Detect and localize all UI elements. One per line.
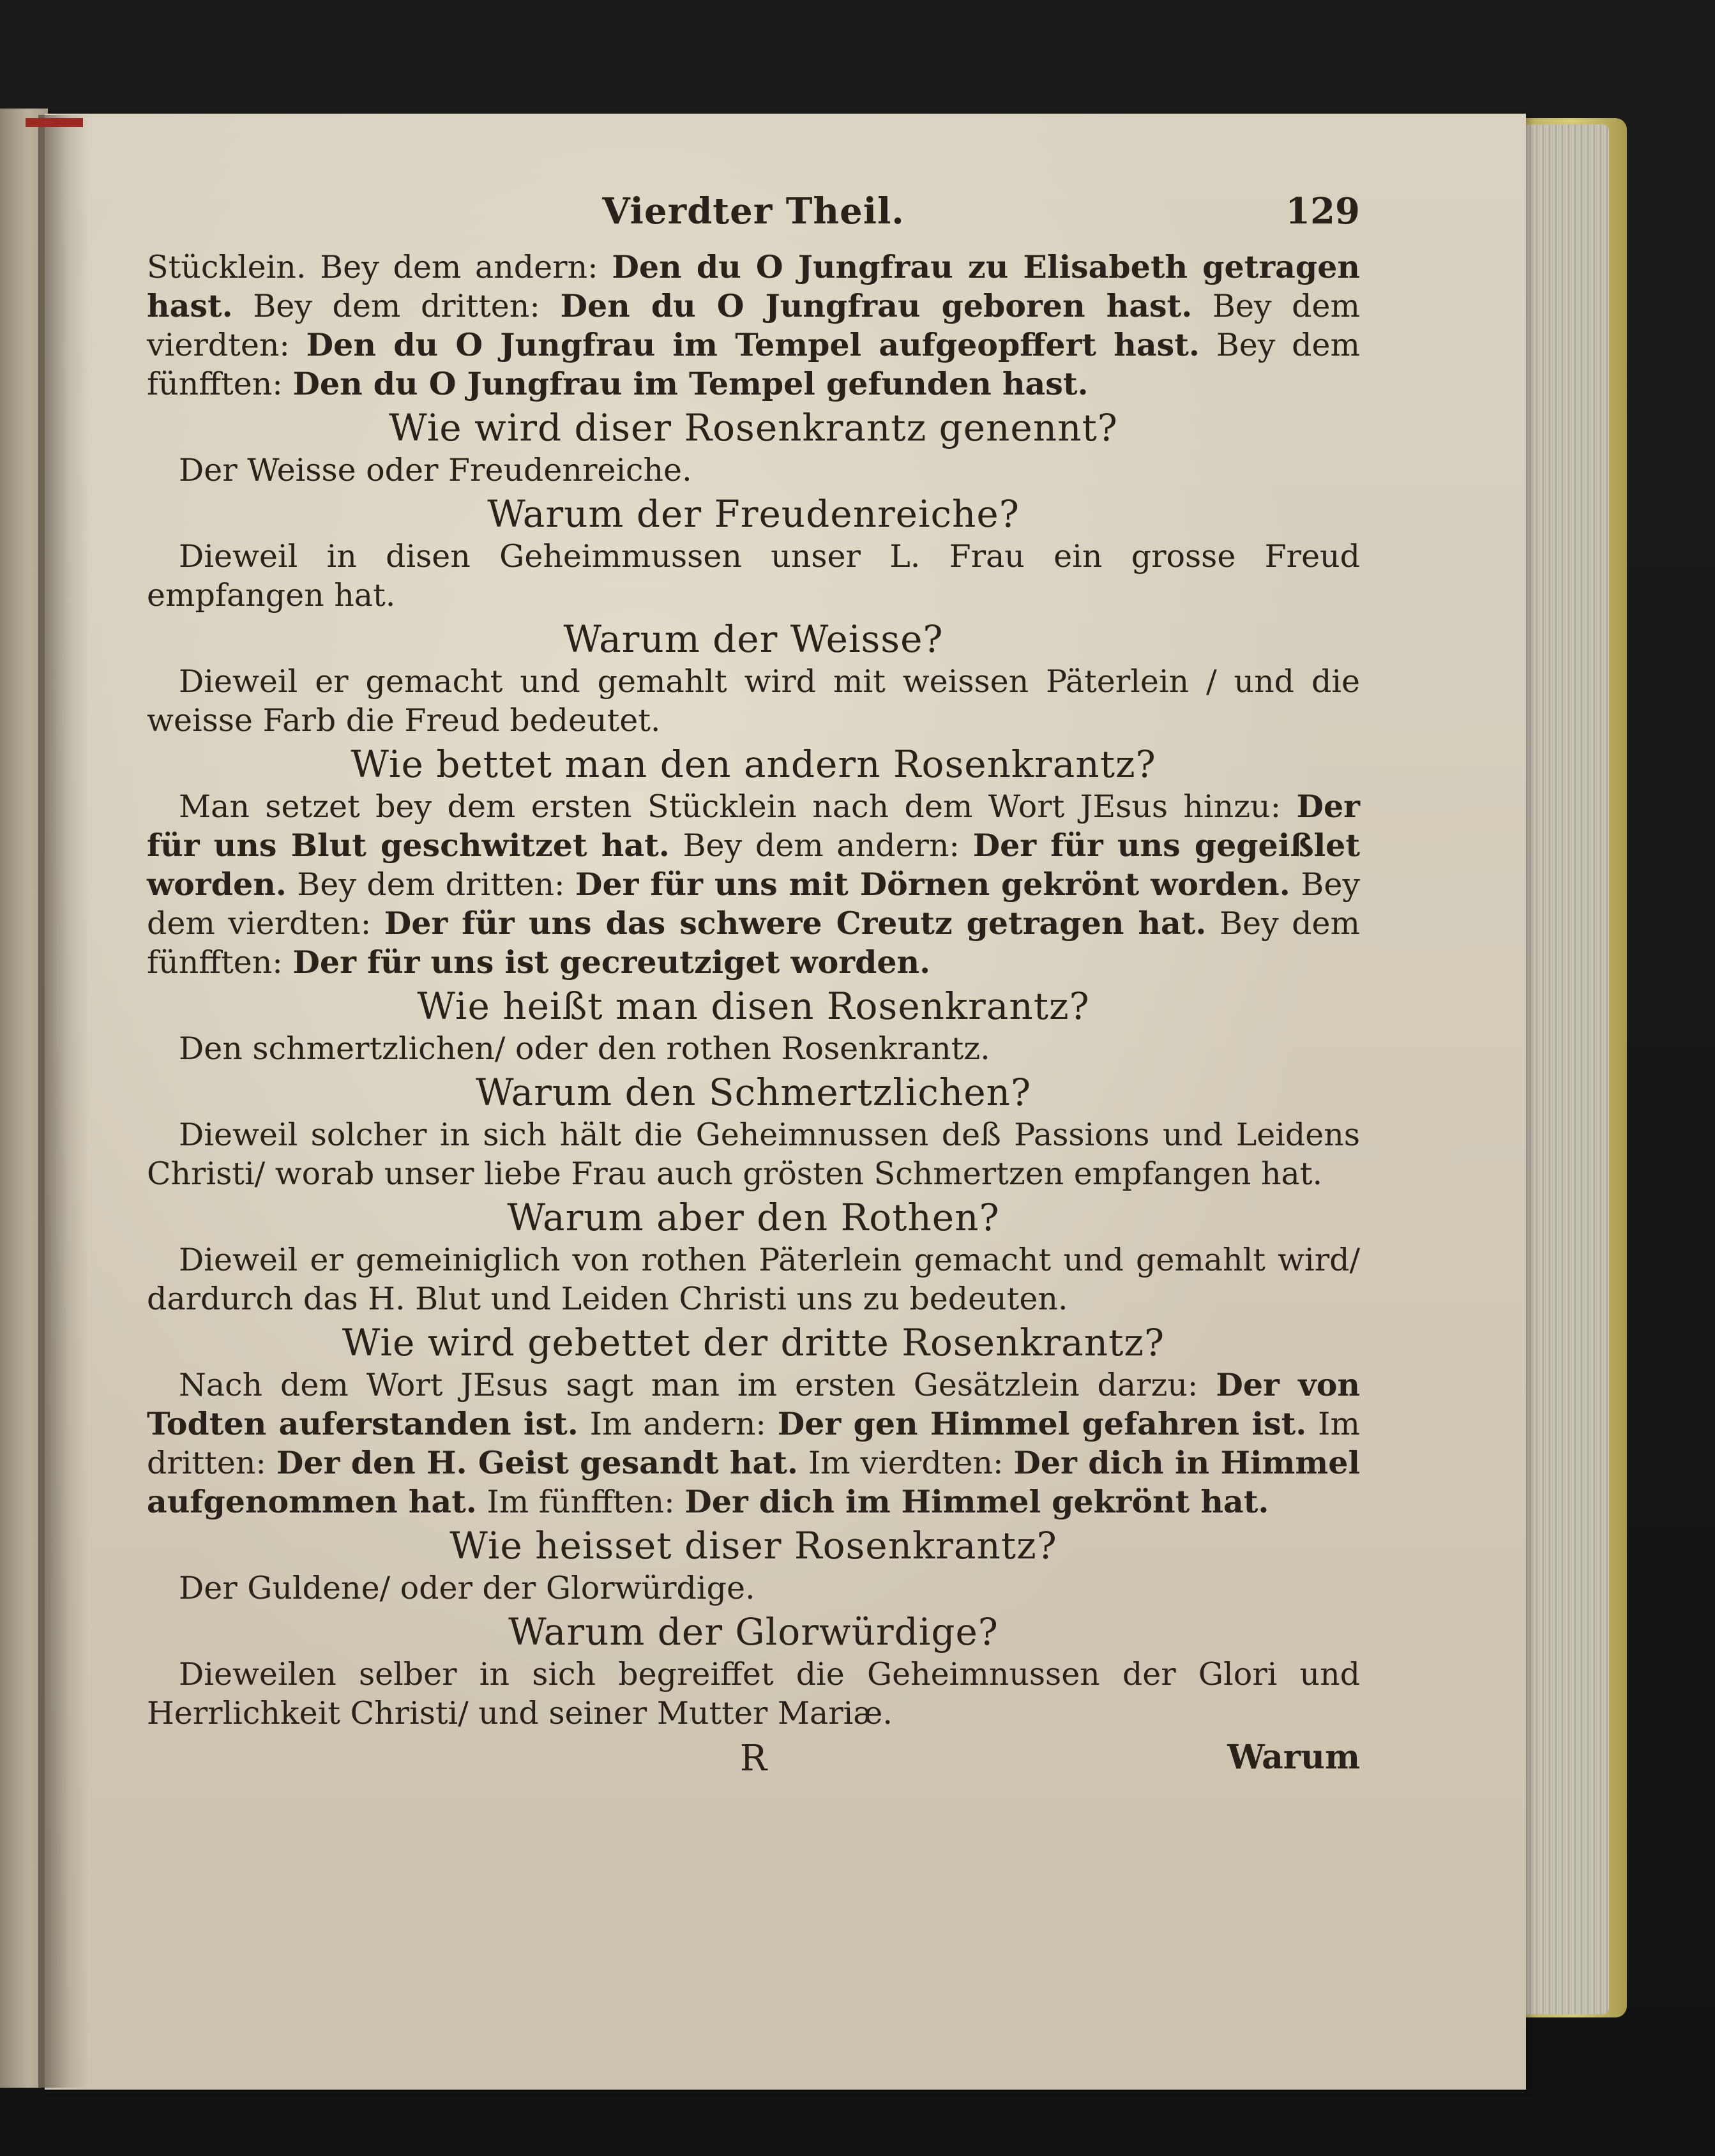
answer-paragraph bbox=[147, 1569, 1360, 1608]
prayer-formula: Der für uns Blut geschwitzet hat. bbox=[147, 788, 1360, 864]
text-run: Bey dem fünfften: bbox=[147, 327, 1360, 402]
page-footer bbox=[147, 1738, 1360, 1783]
text-run: Dieweil er gemeiniglich von rothen Päterlein gemacht und gemahlt wird/ dardurch das H. Blut und Leiden Christi uns zu bedeuten. bbox=[147, 1242, 1360, 1317]
text-run: Im andern: bbox=[578, 1406, 778, 1442]
text-run: Dieweil solcher in sich hält die Geheimnussen deß Passions und Leidens Christi/ worab unser liebe Frau auch grösten Schmertzen empfangen hat. bbox=[147, 1117, 1360, 1192]
answer-paragraph bbox=[147, 1655, 1360, 1733]
spine-shadow bbox=[38, 115, 89, 2088]
prayer-formula: Der von Todten auferstanden ist. bbox=[147, 1366, 1361, 1442]
text-run: Bey dem vierdten: bbox=[147, 288, 1361, 363]
question-heading: Wie wird diser Rosenkrantz genennt? bbox=[389, 406, 1118, 449]
text-run: Der Weisse oder Freudenreiche. bbox=[179, 452, 692, 488]
page-stack-edges bbox=[1513, 124, 1609, 2014]
prayer-formula: Der dich im Himmel gekrönt hat. bbox=[684, 1483, 1269, 1520]
text-run: Bey dem vierdten: bbox=[147, 866, 1361, 942]
prayer-formula: Der für uns das schwere Creutz getragen hat. bbox=[384, 905, 1207, 942]
prayer-formula: Der für uns gegeißlet worden. bbox=[147, 827, 1360, 903]
text-run: Bey dem fünfften: bbox=[147, 905, 1360, 981]
text-run: Dieweilen selber in sich begreiffet die Geheimnussen der Glori und Herrlichkeit Christi/ und seiner Mutter Mariæ. bbox=[147, 1656, 1360, 1731]
answer-paragraph bbox=[147, 787, 1360, 982]
prayer-formula: Den du O Jungfrau geboren hast. bbox=[560, 287, 1193, 324]
signature-mark: R bbox=[739, 1738, 767, 1779]
red-edge-mark bbox=[26, 118, 83, 127]
prayer-formula: Der gen Himmel gefahren ist. bbox=[777, 1405, 1307, 1442]
text-run: Im fünfften: bbox=[476, 1484, 685, 1520]
text-run: Bey dem dritten: bbox=[232, 288, 561, 324]
question-heading: Wie heißt man disen Rosenkrantz? bbox=[417, 984, 1090, 1028]
text-run: Man setzet bey dem ersten Stücklein nach dem Wort JEsus hinzu: bbox=[179, 788, 1297, 825]
question-heading: Warum der Freudenreiche? bbox=[487, 492, 1020, 536]
answer-paragraph bbox=[147, 537, 1360, 615]
prayer-formula: Den du O Jungfrau zu Elisabeth getragen hast. bbox=[147, 248, 1360, 324]
question-heading: Warum der Weisse? bbox=[563, 617, 944, 661]
text-run: Den schmertzlichen/ oder den rothen Rosenkrantz. bbox=[179, 1030, 990, 1067]
text-run: Im dritten: bbox=[147, 1406, 1360, 1481]
prayer-formula: Den du O Jungfrau im Tempel gefunden hast. bbox=[292, 365, 1089, 402]
page-number: 129 bbox=[1285, 190, 1360, 232]
text-run: Nach dem Wort JEsus sagt man im ersten Gesätzlein darzu: bbox=[179, 1367, 1216, 1403]
prayer-formula: Der für uns ist gecreutziget worden. bbox=[292, 944, 931, 981]
prayer-formula: Den du O Jungfrau im Tempel aufgeopffert hast. bbox=[306, 326, 1200, 363]
text-run: Dieweil in disen Geheimmussen unser L. Frau ein grosse Freud empfangen hat. bbox=[147, 538, 1360, 614]
answer-paragraph bbox=[147, 1029, 1360, 1068]
answer-paragraph bbox=[147, 451, 1360, 490]
text-run: Im vierdten: bbox=[797, 1445, 1014, 1481]
running-head: Vierdter Theil. bbox=[602, 190, 905, 232]
answer-paragraph bbox=[147, 1115, 1360, 1193]
text-run: Bey dem andern: bbox=[669, 827, 973, 864]
prayer-formula: Der dich in Himmel aufgenommen hat. bbox=[147, 1444, 1361, 1520]
question-heading: Warum der Glorwürdige? bbox=[508, 1610, 999, 1654]
question-heading: Warum den Schmertzlichen? bbox=[475, 1071, 1032, 1114]
prayer-formula: Der den H. Geist gesandt hat. bbox=[276, 1444, 798, 1481]
text-run: Der Guldene/ oder der Glorwürdige. bbox=[179, 1570, 755, 1606]
text-run: Dieweil er gemacht und gemahlt wird mit weissen Päterlein / und die weisse Farb die Freud bedeutet. bbox=[147, 663, 1360, 739]
answer-paragraph bbox=[147, 662, 1360, 740]
answer-paragraph bbox=[147, 1366, 1360, 1521]
body-paragraph bbox=[147, 248, 1360, 403]
book-page bbox=[45, 114, 1526, 2090]
catchword: Warum bbox=[1227, 1738, 1360, 1777]
text-run: Bey dem dritten: bbox=[286, 866, 576, 903]
answer-paragraph bbox=[147, 1240, 1360, 1318]
question-heading: Wie bettet man den andern Rosenkrantz? bbox=[351, 743, 1156, 786]
text-block bbox=[147, 184, 1360, 1783]
text-run: Stücklein. Bey dem andern: bbox=[147, 249, 612, 285]
question-heading: Warum aber den Rothen? bbox=[507, 1196, 1000, 1239]
page-body bbox=[147, 248, 1360, 1733]
question-heading: Wie wird gebettet der dritte Rosenkrantz? bbox=[342, 1321, 1165, 1364]
prayer-formula: Der für uns mit Dörnen gekrönt worden. bbox=[575, 866, 1290, 903]
page-header bbox=[147, 184, 1360, 248]
question-heading: Wie heisset diser Rosenkrantz? bbox=[450, 1524, 1057, 1567]
